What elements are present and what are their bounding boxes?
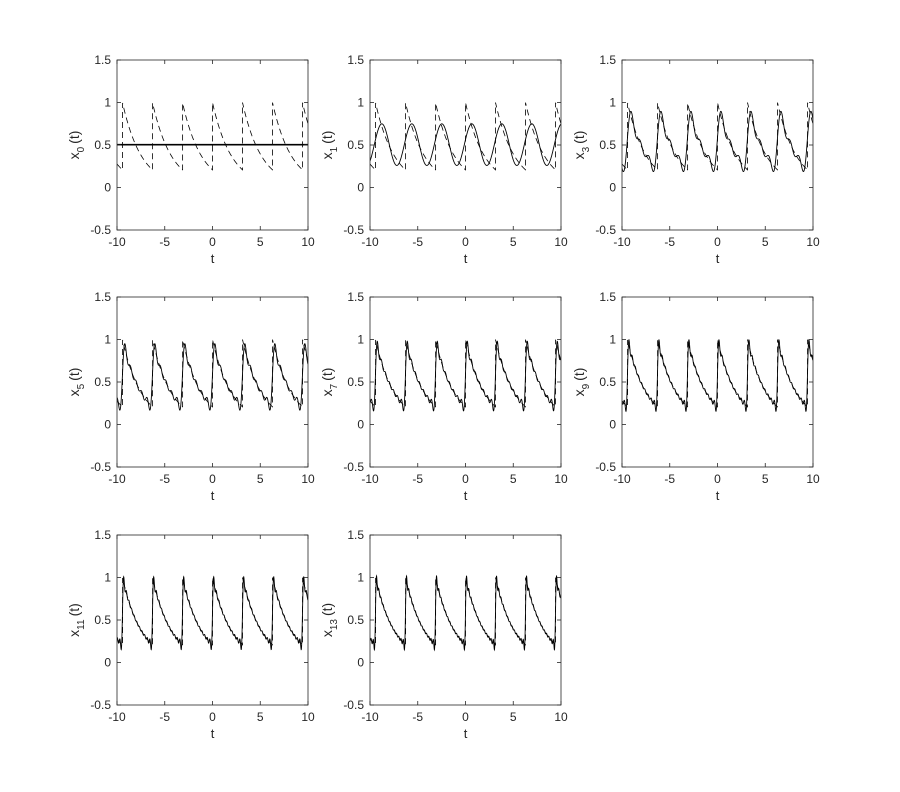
- x-tick-label: -10: [361, 235, 379, 249]
- y-label-tail: (t): [66, 603, 82, 617]
- x-tick-label: -5: [159, 235, 171, 249]
- y-tick-label: 1: [104, 332, 111, 347]
- x-tick-label: 0: [209, 710, 216, 724]
- y-tick-label: -0.5: [90, 460, 111, 474]
- subplot-x3: [571, 53, 820, 266]
- y-tick-label: 0.5: [347, 375, 364, 389]
- x-tick-label: -10: [108, 710, 126, 724]
- y-tick-label: 1.5: [94, 528, 111, 542]
- y-axis-label: [319, 131, 340, 160]
- x-tick-label: 10: [301, 710, 315, 724]
- subplot-x5: [66, 290, 315, 503]
- y-label-main: x: [66, 629, 82, 637]
- y-tick-label: 0: [104, 655, 111, 670]
- y-tick-label: 0: [104, 180, 111, 195]
- y-tick-label: -0.5: [595, 460, 616, 474]
- y-tick-label: 1: [609, 332, 616, 347]
- y-label-subscript: 1: [329, 146, 340, 153]
- x-tick-label: 5: [509, 472, 517, 486]
- x-axis-label: t: [715, 251, 720, 266]
- y-label-tail: (t): [66, 130, 82, 144]
- x-tick-label: 5: [761, 235, 769, 249]
- x-tick-label: 5: [509, 235, 517, 249]
- y-tick-label: 1.5: [599, 53, 616, 67]
- x-tick-label: 5: [256, 710, 264, 724]
- x-tick-label: -10: [108, 472, 126, 486]
- x-tick-label: -10: [361, 472, 379, 486]
- x-tick-label: -5: [412, 710, 424, 724]
- y-label-tail: (t): [571, 367, 587, 381]
- x-tick-label: -10: [613, 235, 631, 249]
- series-partial-sum-x7: [370, 341, 561, 411]
- y-tick-label: 1: [104, 95, 111, 110]
- y-label-subscript: 11: [76, 619, 87, 630]
- y-label-subscript: 9: [581, 383, 592, 390]
- y-tick-label: 0.5: [347, 613, 364, 627]
- x-axis-label: t: [463, 251, 468, 266]
- x-axis-label: t: [210, 726, 215, 741]
- x-tick-label: 0: [462, 235, 469, 249]
- y-tick-label: 0: [357, 180, 364, 195]
- x-tick-label: 5: [256, 472, 264, 486]
- y-tick-label: 1.5: [94, 53, 111, 67]
- x-tick-label: 5: [761, 472, 769, 486]
- y-label-main: x: [66, 152, 82, 160]
- y-label-tail: (t): [319, 367, 335, 381]
- y-tick-label: -0.5: [90, 223, 111, 237]
- y-tick-label: 1.5: [94, 290, 111, 304]
- y-label-main: x: [319, 152, 335, 160]
- y-axis-label: [66, 603, 87, 637]
- y-tick-label: -0.5: [343, 460, 364, 474]
- x-tick-label: 5: [256, 235, 264, 249]
- y-label-main: x: [571, 389, 587, 397]
- y-tick-label: 1.5: [347, 53, 364, 67]
- x-tick-label: 0: [209, 472, 216, 486]
- y-axis-label: [571, 368, 592, 397]
- x-tick-label: -10: [108, 235, 126, 249]
- x-axis-label: t: [463, 488, 468, 503]
- subplot-x0: [66, 53, 315, 266]
- y-label-main: x: [66, 389, 82, 397]
- y-label-subscript: 0: [76, 146, 87, 153]
- x-tick-label: 0: [714, 472, 721, 486]
- series-partial-sum-x11: [117, 577, 308, 650]
- y-axis-label: [66, 368, 87, 397]
- y-axis-label: [571, 131, 592, 160]
- x-axis-label: t: [715, 488, 720, 503]
- y-label-subscript: 13: [329, 619, 340, 631]
- subplot-x11: [66, 528, 315, 741]
- x-tick-label: 10: [554, 235, 568, 249]
- x-tick-label: 10: [806, 235, 820, 249]
- series-partial-sum-x9: [622, 340, 813, 412]
- x-tick-label: -5: [664, 235, 676, 249]
- y-label-tail: (t): [571, 130, 587, 144]
- x-axis-label: t: [463, 726, 468, 741]
- x-tick-label: 10: [301, 472, 315, 486]
- y-tick-label: -0.5: [90, 698, 111, 712]
- y-tick-label: 0.5: [94, 138, 111, 152]
- series-partial-sum-x13: [370, 576, 561, 650]
- y-tick-label: 0.5: [94, 375, 111, 389]
- y-tick-label: 0.5: [94, 613, 111, 627]
- x-tick-label: -5: [159, 472, 171, 486]
- x-tick-label: 0: [462, 472, 469, 486]
- x-tick-label: 10: [554, 472, 568, 486]
- series-original-x1: [370, 103, 561, 170]
- x-tick-label: -5: [412, 235, 424, 249]
- x-tick-label: 10: [806, 472, 820, 486]
- subplot-x13: [319, 528, 568, 741]
- y-axis-label: [66, 131, 87, 160]
- y-tick-label: 0.5: [599, 138, 616, 152]
- y-tick-label: 1: [357, 332, 364, 347]
- x-tick-label: 5: [509, 710, 517, 724]
- x-axis-label: t: [210, 251, 215, 266]
- y-tick-label: 1.5: [347, 290, 364, 304]
- y-tick-label: 1.5: [347, 528, 364, 542]
- y-tick-label: 1.5: [599, 290, 616, 304]
- y-label-subscript: 5: [76, 383, 87, 390]
- x-tick-label: 0: [714, 235, 721, 249]
- y-label-tail: (t): [319, 130, 335, 144]
- axes-frame: [370, 60, 561, 230]
- x-tick-label: -5: [664, 472, 676, 486]
- x-tick-label: -5: [159, 710, 171, 724]
- y-label-tail: (t): [319, 602, 335, 617]
- y-tick-label: 0.5: [599, 375, 616, 389]
- y-tick-label: -0.5: [595, 223, 616, 237]
- subplot-x7: [319, 290, 568, 503]
- x-tick-label: -10: [613, 472, 631, 486]
- y-tick-label: -0.5: [343, 223, 364, 237]
- y-label-main: x: [571, 152, 587, 160]
- y-axis-label: [319, 368, 340, 397]
- series-original-x0: [117, 103, 308, 170]
- y-tick-label: -0.5: [343, 698, 364, 712]
- x-tick-label: -5: [412, 472, 424, 486]
- y-tick-label: 0: [609, 180, 616, 195]
- subplot-x1: [319, 53, 568, 266]
- x-tick-label: -10: [361, 710, 379, 724]
- subplot-x9: [571, 290, 820, 503]
- y-label-subscript: 7: [329, 383, 340, 390]
- y-tick-label: 1: [357, 95, 364, 110]
- y-axis-label: [319, 603, 340, 637]
- y-label-main: x: [319, 630, 335, 638]
- x-axis-label: t: [210, 488, 215, 503]
- x-tick-label: 10: [301, 235, 315, 249]
- y-label-main: x: [319, 389, 335, 397]
- y-tick-label: 1: [104, 570, 111, 585]
- y-label-subscript: 3: [581, 146, 592, 153]
- x-tick-label: 0: [462, 710, 469, 724]
- x-tick-label: 0: [209, 235, 216, 249]
- y-tick-label: 0: [357, 655, 364, 670]
- y-tick-label: 0.5: [347, 138, 364, 152]
- y-tick-label: 1: [357, 570, 364, 585]
- y-tick-label: 0: [104, 417, 111, 432]
- y-tick-label: 0: [357, 417, 364, 432]
- x-tick-label: 10: [554, 710, 568, 724]
- y-label-tail: (t): [66, 367, 82, 381]
- y-tick-label: 0: [609, 417, 616, 432]
- y-tick-label: 1: [609, 95, 616, 110]
- axes-frame: [622, 60, 813, 230]
